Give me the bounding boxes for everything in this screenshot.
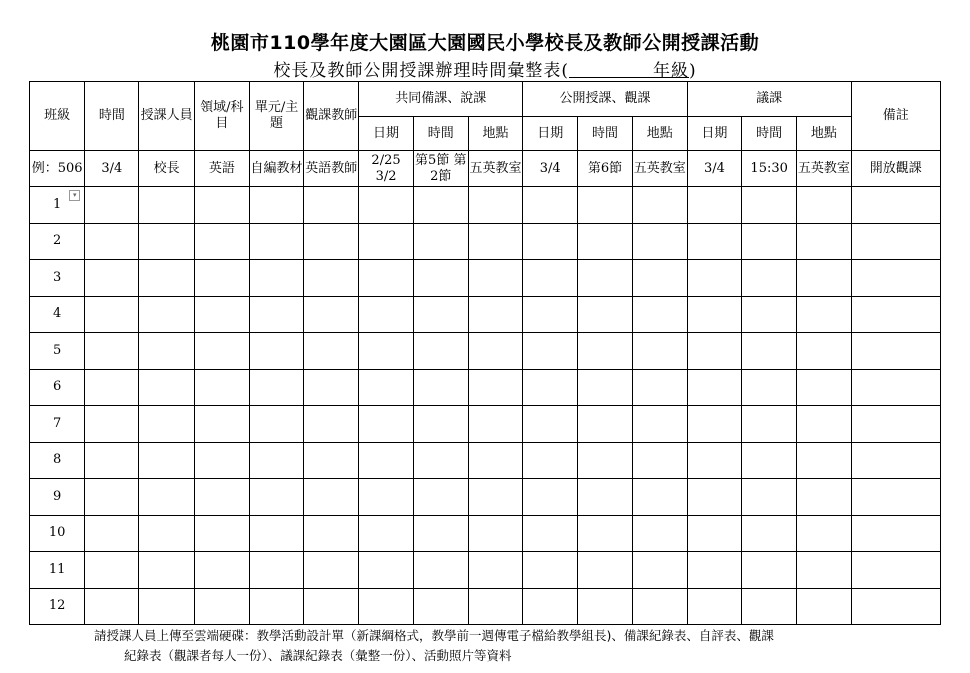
table-cell[interactable] xyxy=(523,515,578,552)
header-prep-group: 共同備課、說課 xyxy=(359,82,523,117)
table-cell[interactable] xyxy=(468,260,522,297)
table-cell[interactable] xyxy=(632,333,687,370)
table-cell[interactable] xyxy=(139,442,194,479)
table-cell[interactable] xyxy=(359,552,413,589)
table-cell[interactable] xyxy=(523,442,578,479)
table-cell[interactable] xyxy=(85,333,139,370)
header-open-group: 公開授課、觀課 xyxy=(523,82,688,117)
example-observer[interactable]: 英語教師 xyxy=(304,151,359,187)
row-number-cell[interactable]: 8 xyxy=(30,442,85,479)
table-cell[interactable] xyxy=(413,406,468,443)
table-cell[interactable] xyxy=(742,515,797,552)
table-cell[interactable] xyxy=(742,187,797,224)
table-cell[interactable] xyxy=(359,296,413,333)
table-cell[interactable] xyxy=(632,260,687,297)
table-cell[interactable] xyxy=(632,187,687,224)
example-open-place[interactable]: 五英教室 xyxy=(632,151,687,187)
table-cell[interactable] xyxy=(359,515,413,552)
table-cell[interactable] xyxy=(632,296,687,333)
table-cell[interactable] xyxy=(687,515,741,552)
table-cell[interactable] xyxy=(413,187,468,224)
table-cell[interactable] xyxy=(139,296,194,333)
table-cell[interactable] xyxy=(687,260,741,297)
header-disc-time: 時間 xyxy=(742,117,797,151)
table-cell[interactable] xyxy=(742,479,797,516)
table-cell[interactable] xyxy=(468,369,522,406)
table-cell[interactable] xyxy=(851,260,940,297)
table-cell[interactable] xyxy=(851,187,940,224)
table-cell[interactable] xyxy=(742,442,797,479)
table-cell[interactable] xyxy=(797,187,851,224)
example-class[interactable]: 例：506 xyxy=(30,151,85,187)
table-cell[interactable] xyxy=(304,223,359,260)
table-cell[interactable] xyxy=(304,260,359,297)
example-unit[interactable]: 自編教材 xyxy=(249,151,303,187)
table-row xyxy=(30,260,941,297)
footer-note xyxy=(94,626,954,666)
table-cell[interactable] xyxy=(468,296,522,333)
table-cell[interactable] xyxy=(413,588,468,625)
table-cell[interactable] xyxy=(687,369,741,406)
grade-blank[interactable] xyxy=(569,61,653,78)
table-cell[interactable] xyxy=(194,333,249,370)
table-cell[interactable] xyxy=(413,260,468,297)
table-cell[interactable] xyxy=(851,223,940,260)
row-number-cell[interactable]: 6 xyxy=(30,369,85,406)
table-cell[interactable] xyxy=(85,296,139,333)
row-number-cell[interactable]: 10 xyxy=(30,515,85,552)
table-cell[interactable] xyxy=(851,369,940,406)
table-cell[interactable] xyxy=(249,187,303,224)
table-row xyxy=(30,333,941,370)
table-cell[interactable] xyxy=(687,442,741,479)
row-number-cell[interactable]: 3 xyxy=(30,260,85,297)
header-unit: 單元/主題 xyxy=(249,82,303,151)
table-cell[interactable] xyxy=(742,552,797,589)
table-cell[interactable] xyxy=(687,187,741,224)
table-cell[interactable] xyxy=(359,479,413,516)
header-class: 班級 xyxy=(30,82,85,151)
table-row xyxy=(30,223,941,260)
table-row xyxy=(30,515,941,552)
table-cell[interactable] xyxy=(139,479,194,516)
row-number-cell[interactable]: 1 ▾ xyxy=(30,187,85,224)
table-cell[interactable] xyxy=(139,187,194,224)
table-cell[interactable] xyxy=(304,588,359,625)
header-discuss-group: 議課 xyxy=(687,82,851,117)
table-cell[interactable] xyxy=(523,333,578,370)
table-cell[interactable] xyxy=(797,588,851,625)
table-cell[interactable] xyxy=(85,515,139,552)
table-row xyxy=(30,442,941,479)
example-prep-place[interactable]: 五英教室 xyxy=(468,151,522,187)
row-number-cell[interactable]: 11 xyxy=(30,552,85,589)
table-row xyxy=(30,296,941,333)
row-number-cell[interactable]: 4 xyxy=(30,296,85,333)
example-prep-time[interactable]: 第5節 第2節 xyxy=(413,151,468,187)
example-subject[interactable]: 英語 xyxy=(194,151,249,187)
table-cell[interactable] xyxy=(85,479,139,516)
table-cell[interactable] xyxy=(632,552,687,589)
table-cell[interactable] xyxy=(194,223,249,260)
table-cell[interactable] xyxy=(139,260,194,297)
example-remark[interactable]: 開放觀課 xyxy=(851,151,940,187)
table-cell[interactable] xyxy=(523,223,578,260)
table-cell[interactable] xyxy=(413,333,468,370)
table-cell[interactable] xyxy=(249,552,303,589)
example-open-time[interactable]: 第6節 xyxy=(578,151,632,187)
table-cell[interactable] xyxy=(139,223,194,260)
table-cell[interactable] xyxy=(468,442,522,479)
subtitle-prefix: 校長及教師公開授課辦理時間彙整表( xyxy=(273,61,569,81)
table-cell[interactable] xyxy=(468,479,522,516)
table-row xyxy=(30,552,941,589)
table-cell[interactable] xyxy=(249,406,303,443)
example-disc-place[interactable]: 五英教室 xyxy=(797,151,851,187)
table-cell[interactable] xyxy=(139,588,194,625)
note-line-2: 紀錄表（觀課者每人一份）、議課紀錄表（彙整一份）、活動照片等資料 xyxy=(124,648,512,663)
table-cell[interactable] xyxy=(687,552,741,589)
table-cell[interactable] xyxy=(359,333,413,370)
table-cell[interactable] xyxy=(632,406,687,443)
table-cell[interactable] xyxy=(194,552,249,589)
table-cell[interactable] xyxy=(304,552,359,589)
cell-dropdown-icon[interactable]: ▾ xyxy=(69,190,80,201)
table-cell[interactable] xyxy=(85,406,139,443)
table-cell[interactable] xyxy=(359,187,413,224)
example-teacher[interactable]: 校長 xyxy=(139,151,194,187)
table-cell[interactable] xyxy=(304,296,359,333)
table-cell[interactable] xyxy=(632,479,687,516)
example-open-date[interactable]: 3/4 xyxy=(523,151,578,187)
table-cell[interactable] xyxy=(578,588,632,625)
header-prep-date: 日期 xyxy=(359,117,413,151)
table-cell[interactable] xyxy=(413,223,468,260)
example-prep-date[interactable]: 2/25 3/2 xyxy=(359,151,413,187)
table-cell[interactable] xyxy=(194,369,249,406)
table-cell[interactable] xyxy=(359,442,413,479)
table-cell[interactable] xyxy=(85,442,139,479)
row-number-cell[interactable]: 2 xyxy=(30,223,85,260)
table-cell[interactable] xyxy=(139,333,194,370)
table-cell[interactable] xyxy=(249,260,303,297)
table-cell[interactable] xyxy=(468,187,522,224)
table-cell[interactable] xyxy=(797,442,851,479)
table-cell[interactable] xyxy=(249,369,303,406)
table-cell[interactable] xyxy=(249,296,303,333)
table-row xyxy=(30,187,941,224)
header-disc-place: 地點 xyxy=(797,117,851,151)
table-cell[interactable] xyxy=(851,406,940,443)
table-cell[interactable] xyxy=(413,515,468,552)
table-cell[interactable] xyxy=(632,515,687,552)
table-cell[interactable] xyxy=(249,442,303,479)
header-subject: 領域/科目 xyxy=(194,82,249,151)
table-cell[interactable] xyxy=(578,515,632,552)
table-cell[interactable] xyxy=(742,260,797,297)
table-cell[interactable] xyxy=(413,552,468,589)
table-cell[interactable] xyxy=(851,296,940,333)
table-cell[interactable] xyxy=(851,588,940,625)
table-cell[interactable] xyxy=(797,369,851,406)
table-cell[interactable] xyxy=(797,406,851,443)
table-cell[interactable] xyxy=(194,187,249,224)
table-cell[interactable] xyxy=(304,333,359,370)
header-disc-date: 日期 xyxy=(687,117,741,151)
table-cell[interactable] xyxy=(578,296,632,333)
table-cell[interactable] xyxy=(578,187,632,224)
document-subtitle xyxy=(0,56,970,81)
table-cell[interactable] xyxy=(797,479,851,516)
row-number-cell[interactable]: 9 xyxy=(30,479,85,516)
table-cell[interactable] xyxy=(304,406,359,443)
table-cell[interactable] xyxy=(578,479,632,516)
table-cell[interactable] xyxy=(687,296,741,333)
table-cell[interactable] xyxy=(359,369,413,406)
row-number-cell[interactable]: 7 xyxy=(30,406,85,443)
table-cell[interactable] xyxy=(742,588,797,625)
table-cell[interactable] xyxy=(797,260,851,297)
table-cell[interactable] xyxy=(523,260,578,297)
table-cell[interactable] xyxy=(742,223,797,260)
table-cell[interactable] xyxy=(359,260,413,297)
table-cell[interactable] xyxy=(194,296,249,333)
example-disc-date[interactable]: 3/4 xyxy=(687,151,741,187)
note-line-1: 請授課人員上傳至雲端硬碟：教學活動設計單（新課綱格式，教學前一週傳電子檔給教學組長)、備課紀錄表、自評表、觀課 xyxy=(94,628,774,643)
table-cell[interactable] xyxy=(468,588,522,625)
table-cell[interactable] xyxy=(249,588,303,625)
table-cell[interactable] xyxy=(797,296,851,333)
table-cell[interactable] xyxy=(632,369,687,406)
table-cell[interactable] xyxy=(413,442,468,479)
table-cell[interactable] xyxy=(687,223,741,260)
example-time[interactable]: 3/4 xyxy=(85,151,139,187)
table-cell[interactable] xyxy=(304,515,359,552)
table-cell[interactable] xyxy=(139,515,194,552)
table-cell[interactable] xyxy=(523,479,578,516)
table-cell[interactable] xyxy=(797,333,851,370)
table-cell[interactable] xyxy=(851,333,940,370)
table-cell[interactable] xyxy=(413,369,468,406)
table-cell[interactable] xyxy=(139,369,194,406)
header-prep-place: 地點 xyxy=(468,117,522,151)
table-cell[interactable] xyxy=(687,479,741,516)
table-cell[interactable] xyxy=(85,588,139,625)
example-row xyxy=(30,151,941,187)
header-open-place: 地點 xyxy=(632,117,687,151)
table-cell[interactable] xyxy=(632,442,687,479)
table-cell[interactable] xyxy=(249,333,303,370)
header-remark: 備註 xyxy=(851,82,940,151)
header-teacher: 授課人員 xyxy=(139,82,194,151)
table-cell[interactable] xyxy=(359,588,413,625)
table-cell[interactable] xyxy=(687,333,741,370)
table-cell[interactable] xyxy=(249,515,303,552)
table-cell[interactable] xyxy=(578,442,632,479)
data-rows xyxy=(30,187,941,625)
table-cell[interactable] xyxy=(578,369,632,406)
subtitle-suffix: ) xyxy=(689,61,697,81)
table-cell[interactable] xyxy=(85,260,139,297)
table-cell[interactable] xyxy=(523,187,578,224)
table-cell[interactable] xyxy=(578,260,632,297)
header-open-time: 時間 xyxy=(578,117,632,151)
table-row xyxy=(30,479,941,516)
table-row xyxy=(30,406,941,443)
table-cell[interactable] xyxy=(85,552,139,589)
table-cell[interactable] xyxy=(249,479,303,516)
example-disc-time[interactable]: 15:30 xyxy=(742,151,797,187)
table-cell[interactable] xyxy=(742,333,797,370)
table-cell[interactable] xyxy=(742,296,797,333)
table-cell[interactable] xyxy=(523,406,578,443)
table-cell[interactable] xyxy=(632,588,687,625)
header-prep-time: 時間 xyxy=(413,117,468,151)
table-cell[interactable] xyxy=(304,479,359,516)
table-cell[interactable] xyxy=(194,442,249,479)
table-cell[interactable] xyxy=(85,369,139,406)
table-cell[interactable] xyxy=(413,479,468,516)
table-cell[interactable] xyxy=(851,442,940,479)
header-open-date: 日期 xyxy=(523,117,578,151)
table-cell[interactable] xyxy=(578,223,632,260)
table-cell[interactable] xyxy=(468,515,522,552)
schedule-table xyxy=(29,81,941,625)
table-cell[interactable] xyxy=(797,552,851,589)
table-cell[interactable] xyxy=(139,552,194,589)
table-row xyxy=(30,369,941,406)
table-cell[interactable] xyxy=(687,406,741,443)
table-cell[interactable] xyxy=(851,479,940,516)
table-cell[interactable] xyxy=(249,223,303,260)
table-cell[interactable] xyxy=(578,333,632,370)
table-row xyxy=(30,588,941,625)
table-cell[interactable] xyxy=(687,588,741,625)
document-title: 桃園市110學年度大園區大園國民小學校長及教師公開授課活動 xyxy=(210,32,760,54)
header-observer: 觀課教師 xyxy=(304,82,359,151)
table-cell[interactable] xyxy=(359,406,413,443)
table-cell[interactable] xyxy=(523,588,578,625)
table-cell[interactable] xyxy=(194,260,249,297)
header-time: 時間 xyxy=(85,82,139,151)
table-cell[interactable] xyxy=(85,187,139,224)
subtitle-grade: 年級 xyxy=(653,61,689,81)
table-cell[interactable] xyxy=(304,442,359,479)
table-cell[interactable] xyxy=(139,406,194,443)
table-cell[interactable] xyxy=(523,369,578,406)
table-cell[interactable] xyxy=(797,223,851,260)
table-cell[interactable] xyxy=(578,552,632,589)
table-cell[interactable] xyxy=(359,223,413,260)
table-cell[interactable] xyxy=(194,515,249,552)
row-number-cell[interactable]: 5 xyxy=(30,333,85,370)
table-cell[interactable] xyxy=(194,588,249,625)
row-number-cell[interactable]: 12 xyxy=(30,588,85,625)
table-cell[interactable] xyxy=(304,187,359,224)
table-cell[interactable] xyxy=(468,333,522,370)
table-cell[interactable] xyxy=(194,479,249,516)
table-cell[interactable] xyxy=(468,406,522,443)
table-cell[interactable] xyxy=(194,406,249,443)
table-cell[interactable] xyxy=(413,296,468,333)
header-row-1 xyxy=(30,82,941,117)
table-cell[interactable] xyxy=(468,552,522,589)
table-cell[interactable] xyxy=(851,552,940,589)
table-cell[interactable] xyxy=(304,369,359,406)
table-cell[interactable] xyxy=(523,296,578,333)
table-cell[interactable] xyxy=(523,552,578,589)
table-cell[interactable] xyxy=(632,223,687,260)
table-cell[interactable] xyxy=(851,515,940,552)
table-cell[interactable] xyxy=(468,223,522,260)
table-cell[interactable] xyxy=(742,369,797,406)
table-cell[interactable] xyxy=(797,515,851,552)
table-cell[interactable] xyxy=(85,223,139,260)
table-cell[interactable] xyxy=(578,406,632,443)
table-cell[interactable] xyxy=(742,406,797,443)
